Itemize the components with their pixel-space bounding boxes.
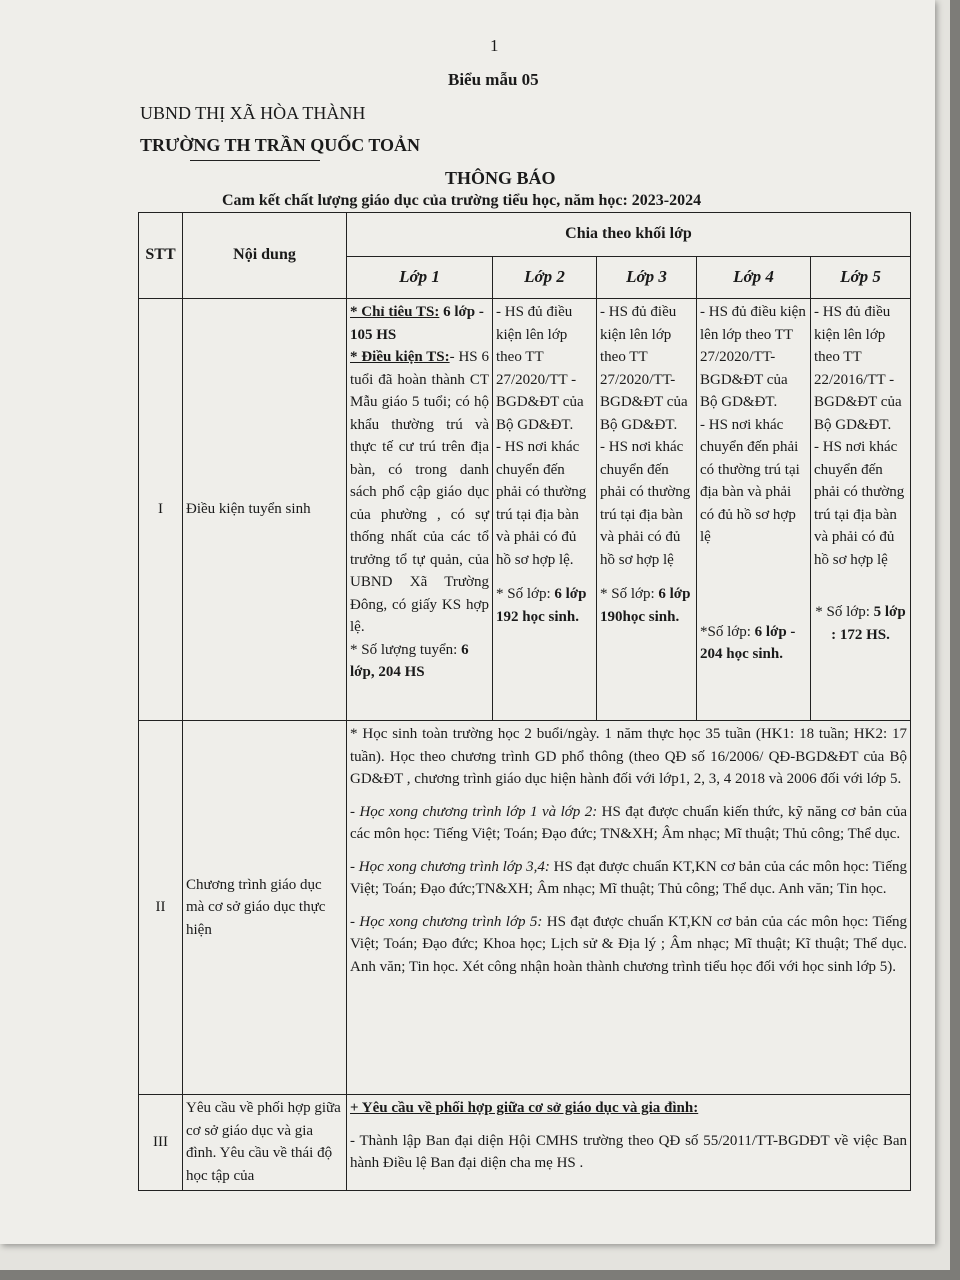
grade-text: - HS nơi khác chuyển đến phải có thường trú tại địa bàn và phải có đủ hồ sơ hợp lệ — [814, 439, 905, 568]
notice-title: THÔNG BÁO — [445, 168, 556, 188]
commitment-table — [138, 212, 911, 1191]
count-label: * Số lớp: — [496, 586, 551, 602]
grade-text: - HS đủ điều kiện lên lớp theo TT 22/2016/TT - BGD&ĐT của Bộ GD&ĐT. — [814, 304, 902, 433]
grade-1-cell — [347, 299, 493, 721]
form-label: Biểu mẫu 05 — [448, 70, 539, 89]
notice-subtitle: Cam kết chất lượng giáo dục của trường tiểu học, năm học: 2023-2024 — [222, 192, 702, 209]
program-text: HS đạt được chuẩn kiến thức, kỹ năng cơ bản của các môn học: Tiếng Việt; Toán; Đạo đức; TN&XH; Âm nhạc; Mĩ thuật; Thủ công; Thể dục. — [350, 803, 907, 842]
header-stt: STT — [139, 213, 183, 299]
grade-text: - HS nơi khác chuyển đến phải có thường trú tại địa bàn và phải có đủ hồ sơ hợp lệ — [600, 439, 691, 568]
header-grade-1: Lớp 1 — [347, 257, 493, 299]
header-grade-2: Lớp 2 — [493, 257, 597, 299]
grade-text: - HS đủ điều kiện lên lớp theo TT 27/2020/TT - BGD&ĐT của Bộ GD&ĐT. — [496, 304, 584, 433]
condition-label: * Điều kiện TS: — [350, 349, 450, 365]
authority-name: UBND THỊ XÃ HÒA THÀNH — [140, 103, 366, 123]
count-label: * Số lớp: — [600, 586, 655, 602]
program-paragraph: * Học sinh toàn trường học 2 buổi/ngày. 1 năm thực học 35 tuần (HK1: 18 tuần; HK2: 17 tuần). Học theo chương trình GD phổ thông (theo QĐ số 16/2006/ QĐ-BGD&ĐT của Bộ GD&ĐT , chương trình giáo dục hiện hành đối với lớp1, 2, 3, 4 2018 và 2006 đối với lớp 5. — [350, 726, 907, 787]
cooperation-paragraph: - Thành lập Ban đại diện Hội CMHS trường theo QĐ số 55/2011/TT-BGDĐT về việc Ban hành Điều lệ Ban đại diện cha mẹ HS . — [350, 1132, 907, 1171]
header-content: Nội dung — [183, 213, 347, 299]
grade-5-cell — [811, 299, 911, 721]
program-lead: - Học xong chương trình lớp 5: — [350, 913, 543, 930]
school-underline — [190, 160, 320, 161]
row-content: Chương trình giáo dục mà cơ sở giáo dục thực hiện — [183, 721, 347, 1095]
program-text: HS đạt được chuẩn KT,KN cơ bản của các môn học: Tiếng Việt; Toán; Đạo đức;TN&XH; Âm nhạc; Mĩ thuật; Thủ công; Thể dục. Anh văn; Tin học. — [350, 858, 907, 897]
grade-text: - HS đủ điều kiện lên lớp theo TT 27/2020/TT-BGD&ĐT của Bộ GD&ĐT. — [600, 304, 688, 433]
table-row — [139, 299, 911, 721]
cooperation-cell — [347, 1095, 911, 1191]
grade-3-cell — [597, 299, 697, 721]
grade-text: - HS nơi khác chuyển đến phải có thường trú tại địa bàn và phải có đủ hồ sơ hợp lệ. — [496, 439, 587, 568]
grade-2-cell — [493, 299, 597, 721]
count-value: 5 lớp : 172 HS. — [831, 604, 906, 643]
grade-text: - HS đủ điều kiện lên lớp theo TT 27/2020/TT-BGD&ĐT của Bộ GD&ĐT. — [700, 304, 806, 410]
header-grade-group: Chia theo khối lớp — [347, 213, 911, 257]
target-label: * Chỉ tiêu TS: — [350, 304, 440, 320]
count-value: 6 lớp - 204 học sinh. — [700, 623, 796, 662]
target-value: 6 lớp - 105 HS — [350, 304, 484, 343]
row-content: Điều kiện tuyển sinh — [183, 299, 347, 721]
program-lead: - Học xong chương trình lớp 1 và lớp 2: — [350, 803, 598, 820]
table-row — [139, 1095, 911, 1191]
header-grade-3: Lớp 3 — [597, 257, 697, 299]
page-number: 1 — [490, 36, 499, 55]
school-name: TRƯỜNG TH TRẦN QUỐC TOẢN — [140, 135, 421, 155]
count-label: *Số lớp: — [700, 623, 751, 640]
row-number: II — [139, 721, 183, 1095]
row-number: III — [139, 1095, 183, 1191]
count-label: * Số lớp: — [815, 604, 870, 620]
row-number: I — [139, 299, 183, 721]
cooperation-heading: + Yêu cầu về phối hợp giữa cơ sở giáo dục và gia đình: — [350, 1100, 699, 1116]
count-value: 6 lớp 190học sinh. — [600, 586, 691, 625]
program-text: HS đạt được chuẩn KT,KN cơ bản của các môn học: Tiếng Việt; Toán; Đạo đức; Khoa học; Lịch sử & Địa lý ; Âm nhạc; Mĩ thuật; Kĩ thuật; Thể dục. Anh văn; Tin học. Xét công nhận hoàn thành chương trình tiểu học đối với học sinh lớp 5). — [350, 913, 907, 975]
grade-4-cell — [697, 299, 811, 721]
program-cell — [347, 721, 911, 1095]
condition-text: - HS 6 tuổi đã hoàn thành CT Mẫu giáo 5 tuổi; có hộ khẩu thường trú và thực tế cư trú trên địa bàn, có trong danh sách phổ cập giáo dục của phường , có sự thống nhất của các tổ trưởng tổ tự quản, của UBND Xã Trường Đông, có giấy KS hợp lệ. — [350, 349, 489, 635]
count-value: 6 lớp 192 học sinh. — [496, 586, 587, 625]
grade-text: - HS nơi khác chuyển đến phải có thường trú tại địa bàn và phải có đủ hồ sơ hợp lệ — [700, 416, 800, 545]
count-label: * Số lượng tuyển: — [350, 641, 458, 658]
count-value: 6 lớp, 204 HS — [350, 641, 469, 680]
row-content: Yêu cầu về phối hợp giữa cơ sở giáo dục và gia đình. Yêu cầu về thái độ học tập của — [183, 1095, 347, 1191]
header-grade-4: Lớp 4 — [697, 257, 811, 299]
program-lead: - Học xong chương trình lớp 3,4: — [350, 858, 550, 875]
header-grade-5: Lớp 5 — [811, 257, 911, 299]
table-row — [139, 721, 911, 1095]
